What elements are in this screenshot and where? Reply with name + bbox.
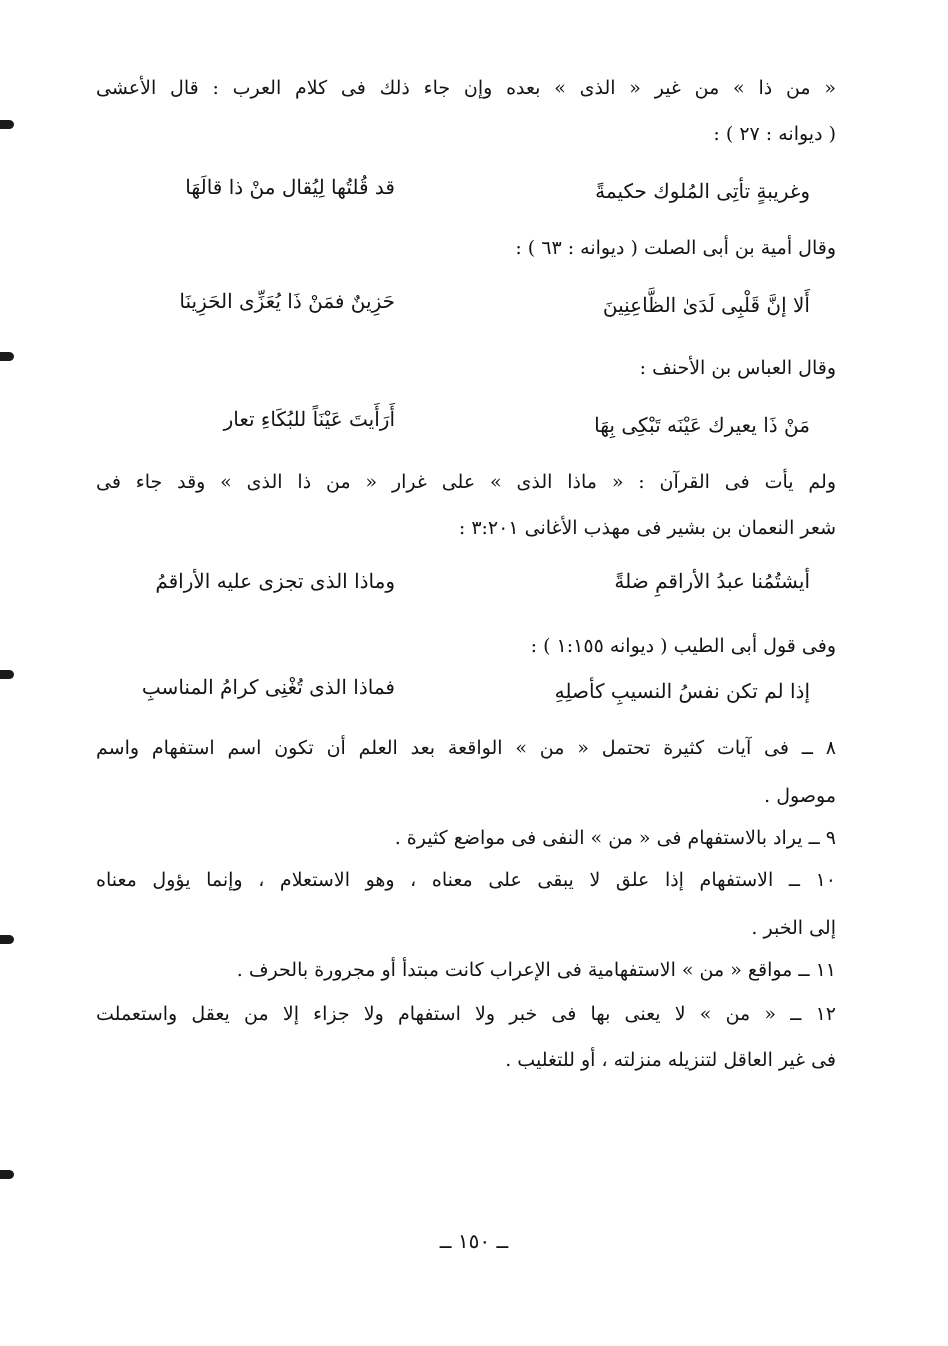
verse-hemistich-second: قد قُلتُها لِيُقال منْ ذا قالَهَا — [185, 175, 395, 199]
binding-mark — [0, 120, 14, 129]
text-line: ٨ ــ فى آيات كثيرة تحتمل « من » الواقعة بعد العلم أن تكون اسم استفهام واسم — [96, 737, 836, 759]
binding-mark — [0, 670, 14, 679]
verse-hemistich-first: وغريبةٍ تأتِى المُلوك حكيمةً — [595, 179, 810, 203]
binding-mark — [0, 1170, 14, 1179]
page-number: ــ ١٥٠ ــ — [439, 1229, 509, 1253]
verse-hemistich-first: مَنْ ذَا يعيرك عَيْنَه تَبْكِى بِهَا — [594, 413, 810, 437]
text-line: وقال أمية بن أبى الصلت ( ديوانه : ٦٣ ) : — [515, 237, 836, 259]
verse-hemistich-second: فماذا الذى تُغْنِى كرامُ المناسبِ — [141, 675, 395, 699]
text-line: « من ذا » من غير « الذى » بعده وإن جاء ذلك فى كلام العرب : قال الأعشى — [96, 77, 836, 99]
text-line: وقال العباس بن الأحنف : — [639, 357, 836, 379]
verse-hemistich-first: إذا لم تكن نفسُ النسيبِ كأصلِهِ — [554, 679, 810, 703]
text-line: وفى قول أبى الطيب ( ديوانه ١:١٥٥ ) : — [530, 635, 836, 657]
text-line: شعر النعمان بن بشير فى مهذب الأغانى ٣:٢٠١ : — [458, 517, 836, 539]
verse-hemistich-first: أَلا إنَّ قَلْبِى لَدَىٰ الظَّاعِنِينَ — [602, 293, 810, 317]
text-line: فى غير العاقل لتنزيله منزلته ، أو للتغليب . — [505, 1049, 836, 1071]
text-line: ٩ ــ يراد بالاستفهام فى « من » النفى فى مواضع كثيرة . — [394, 827, 836, 849]
text-line: ١٢ ــ « من » لا يعنى بها فى خبر ولا استفهام ولا جزاء إلا من يعقل واستعملت — [96, 1003, 836, 1025]
text-line: ( ديوانه : ٢٧ ) : — [713, 123, 836, 145]
text-line: ولم يأت فى القرآن : « ماذا الذى » على غرار « من ذا الذى » وقد جاء فى — [96, 471, 836, 493]
verse-hemistich-second: وماذا الذى تجزى عليه الأراقمُ — [155, 569, 395, 593]
binding-mark — [0, 352, 14, 361]
text-line: موصول . — [764, 785, 836, 807]
verse-hemistich-first: أيشتُمُنا عبدُ الأراقمِ ضلةً — [614, 569, 810, 593]
text-line: إلى الخبر . — [751, 917, 836, 939]
verse-hemistich-second: حَزِينٌ فمَنْ ذَا يُعَزِّى الحَزِينَا — [179, 289, 395, 313]
verse-hemistich-second: أَرَأَيتَ عَيْنَاً للبُكَاءِ تعار — [223, 407, 395, 431]
binding-mark — [0, 935, 14, 944]
text-line: ١٠ ــ الاستفهام إذا علق لا يبقى على معناه ، وهو الاستعلام ، وإنما يؤول معناه — [96, 869, 836, 891]
text-line: ١١ ــ مواقع « من » الاستفهامية فى الإعراب كانت مبتدأ أو مجرورة بالحرف . — [236, 959, 836, 981]
